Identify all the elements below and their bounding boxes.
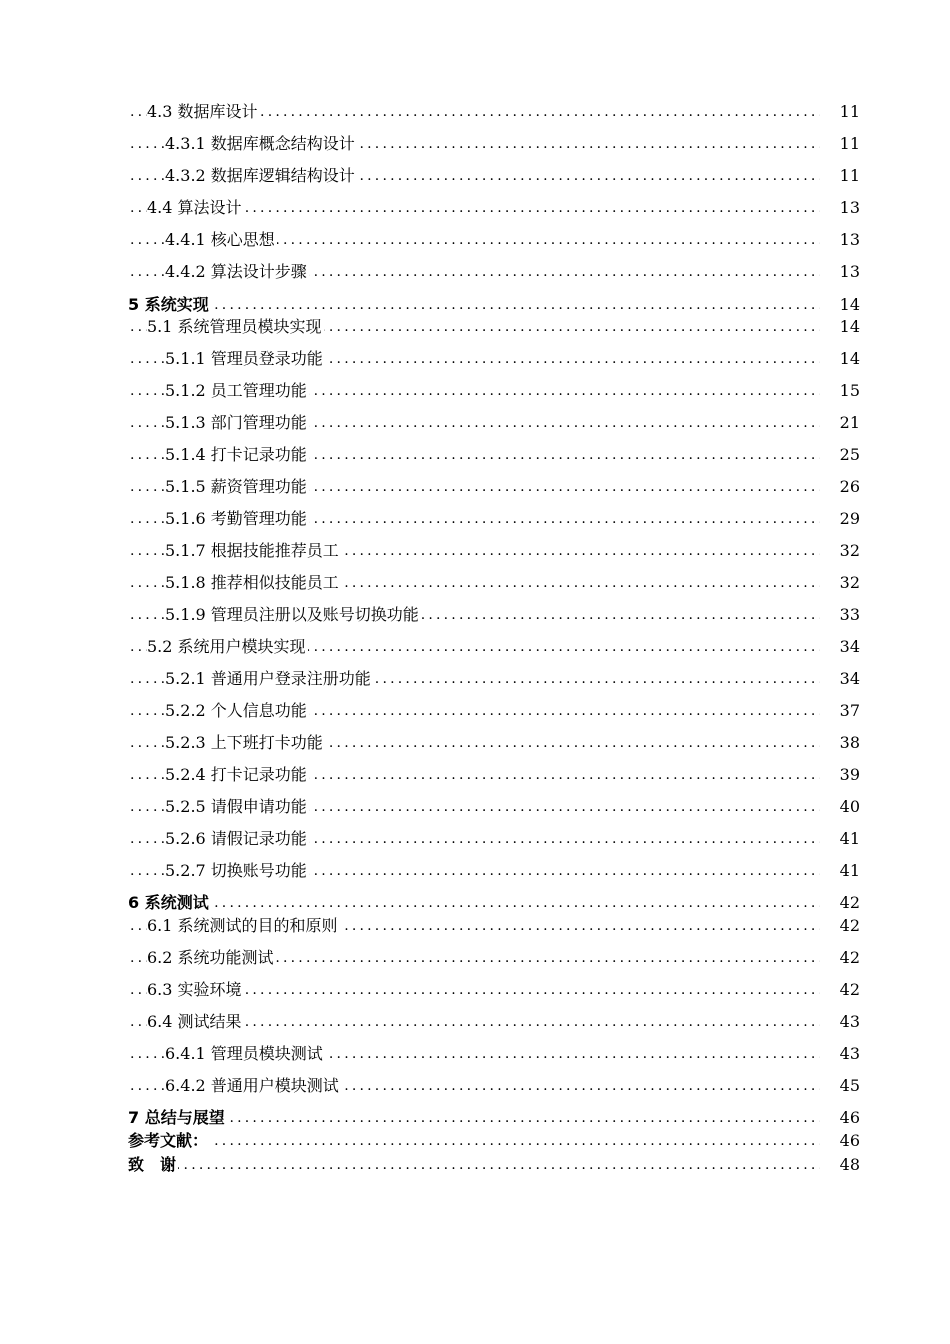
- toc-entry-title: 5.2.4 打卡记录功能: [165, 763, 309, 787]
- toc-chapter-entry[interactable]: [0, 1106, 950, 1130]
- toc-entry-title: 5.1 系统管理员模块实现: [147, 315, 324, 339]
- toc-entry[interactable]: [0, 411, 950, 435]
- toc-entry[interactable]: [0, 132, 950, 156]
- toc-entry-page: 42: [820, 891, 860, 915]
- toc-entry-title: 7 总结与展望: [128, 1106, 227, 1130]
- toc-chapter-entry[interactable]: [0, 1129, 950, 1153]
- toc-entry[interactable]: [0, 763, 950, 787]
- toc-entry-title: 6 系统测试: [128, 891, 211, 915]
- toc-leader-dots: [130, 293, 850, 317]
- toc-entry-title: 5.1.1 管理员登录功能: [165, 347, 325, 371]
- toc-entry-page: 43: [820, 1042, 860, 1066]
- toc-chapter-entry[interactable]: [0, 1153, 950, 1177]
- toc-leader-dots: [130, 1153, 850, 1177]
- toc-entry-title: 5 系统实现: [128, 293, 211, 317]
- toc-entry[interactable]: [0, 946, 950, 970]
- toc-entry[interactable]: [0, 347, 950, 371]
- toc-entry[interactable]: [0, 475, 950, 499]
- toc-entry-page: 25: [820, 443, 860, 467]
- toc-entry[interactable]: [0, 571, 950, 595]
- toc-entry[interactable]: [0, 379, 950, 403]
- toc-entry-page: 14: [820, 347, 860, 371]
- toc-entry-title: 5.1.3 部门管理功能: [165, 411, 309, 435]
- toc-entry-title: 5.2 系统用户模块实现: [147, 635, 308, 659]
- toc-entry-page: 29: [820, 507, 860, 531]
- toc-entry-title: 6.4.1 管理员模块测试: [165, 1042, 325, 1066]
- toc-entry-page: 41: [820, 859, 860, 883]
- toc-entry-page: 42: [820, 914, 860, 938]
- toc-entry-page: 43: [820, 1010, 860, 1034]
- toc-leader-dots: [130, 1106, 850, 1130]
- toc-entry-page: 38: [820, 731, 860, 755]
- toc-entry-title: 5.1.2 员工管理功能: [165, 379, 309, 403]
- toc-entry-title: 5.2.2 个人信息功能: [165, 699, 309, 723]
- toc-entry-title: 5.1.8 推荐相似技能员工: [165, 571, 341, 595]
- toc-entry-page: 40: [820, 795, 860, 819]
- toc-entry-title: 5.1.6 考勤管理功能: [165, 507, 309, 531]
- toc-entry-title: 参考文献：: [128, 1129, 210, 1153]
- toc-entry-page: 46: [820, 1106, 860, 1130]
- toc-entry-title: 5.1.5 薪资管理功能: [165, 475, 309, 499]
- toc-entry-page: 13: [820, 228, 860, 252]
- toc-entry-title: 4.4 算法设计: [147, 196, 244, 220]
- toc-entry-title: 4.3 数据库设计: [147, 100, 260, 124]
- toc-entry-page: 11: [820, 100, 860, 124]
- toc-entry-page: 15: [820, 379, 860, 403]
- toc-entry-title: 4.4.2 算法设计步骤: [165, 260, 309, 284]
- toc-entry[interactable]: [0, 731, 950, 755]
- toc-entry[interactable]: [0, 260, 950, 284]
- toc-entry-title: 5.1.7 根据技能推荐员工: [165, 539, 341, 563]
- toc-entry[interactable]: [0, 914, 950, 938]
- toc-entry[interactable]: [0, 1042, 950, 1066]
- toc-entry-page: 13: [820, 196, 860, 220]
- toc-entry-title: 4.3.1 数据库概念结构设计: [165, 132, 357, 156]
- toc-entry-page: 42: [820, 946, 860, 970]
- toc-entry-page: 32: [820, 571, 860, 595]
- toc-entry-page: 45: [820, 1074, 860, 1098]
- toc-entry[interactable]: [0, 667, 950, 691]
- toc-entry[interactable]: [0, 635, 950, 659]
- toc-entry-title: 5.2.5 请假申请功能: [165, 795, 309, 819]
- toc-entry-title: 5.1.4 打卡记录功能: [165, 443, 309, 467]
- toc-entry-title: 6.1 系统测试的目的和原则: [147, 914, 340, 938]
- toc-entry[interactable]: [0, 1074, 950, 1098]
- toc-entry[interactable]: [0, 443, 950, 467]
- toc-entry-page: 11: [820, 164, 860, 188]
- toc-entry-page: 46: [820, 1129, 860, 1153]
- toc-entry-page: 48: [820, 1153, 860, 1177]
- toc-entry-page: 33: [820, 603, 860, 627]
- toc-entry-title: 5.2.7 切换账号功能: [165, 859, 309, 883]
- toc-entry-page: 34: [820, 667, 860, 691]
- toc-entry[interactable]: [0, 164, 950, 188]
- toc-chapter-entry[interactable]: [0, 293, 950, 317]
- toc-entry-page: 14: [820, 293, 860, 317]
- toc-entry-page: 37: [820, 699, 860, 723]
- toc-entry[interactable]: [0, 699, 950, 723]
- toc-entry-title: 6.4.2 普通用户模块测试: [165, 1074, 341, 1098]
- toc-entry-title: 5.2.3 上下班打卡功能: [165, 731, 325, 755]
- toc-entry-title: 5.2.1 普通用户登录注册功能: [165, 667, 373, 691]
- toc-entry[interactable]: [0, 795, 950, 819]
- toc-entry-page: 32: [820, 539, 860, 563]
- toc-entry-page: 13: [820, 260, 860, 284]
- toc-entry-page: 11: [820, 132, 860, 156]
- toc-entry[interactable]: [0, 228, 950, 252]
- toc-entry-title: 6.4 测试结果: [147, 1010, 244, 1034]
- toc-entry-page: 41: [820, 827, 860, 851]
- toc-entry[interactable]: [0, 100, 950, 124]
- toc-entry-title: 5.1.9 管理员注册以及账号切换功能: [165, 603, 421, 627]
- toc-entry[interactable]: [0, 603, 950, 627]
- toc-entry[interactable]: [0, 1010, 950, 1034]
- toc-entry-page: 14: [820, 315, 860, 339]
- toc-chapter-entry[interactable]: [0, 891, 950, 915]
- toc-entry-page: 34: [820, 635, 860, 659]
- toc-entry-title: 4.4.1 核心思想: [165, 228, 277, 252]
- toc-entry-title: 6.3 实验环境: [147, 978, 244, 1002]
- toc-entry-title: 5.2.6 请假记录功能: [165, 827, 309, 851]
- toc-entry[interactable]: [0, 196, 950, 220]
- toc-entry-page: 26: [820, 475, 860, 499]
- toc-entry[interactable]: [0, 859, 950, 883]
- toc-entry-page: 21: [820, 411, 860, 435]
- toc-entry-title: 6.2 系统功能测试: [147, 946, 276, 970]
- toc-leader-dots: [130, 1129, 850, 1153]
- toc-entry-title: 致 谢: [128, 1153, 178, 1177]
- toc-entry-title: 4.3.2 数据库逻辑结构设计: [165, 164, 357, 188]
- toc-entry-page: 42: [820, 978, 860, 1002]
- toc-entry-page: 39: [820, 763, 860, 787]
- toc-entry[interactable]: [0, 507, 950, 531]
- toc-entry[interactable]: [0, 978, 950, 1002]
- toc-leader-dots: [130, 891, 850, 915]
- toc-entry[interactable]: [0, 827, 950, 851]
- toc-entry[interactable]: [0, 539, 950, 563]
- toc-entry[interactable]: [0, 315, 950, 339]
